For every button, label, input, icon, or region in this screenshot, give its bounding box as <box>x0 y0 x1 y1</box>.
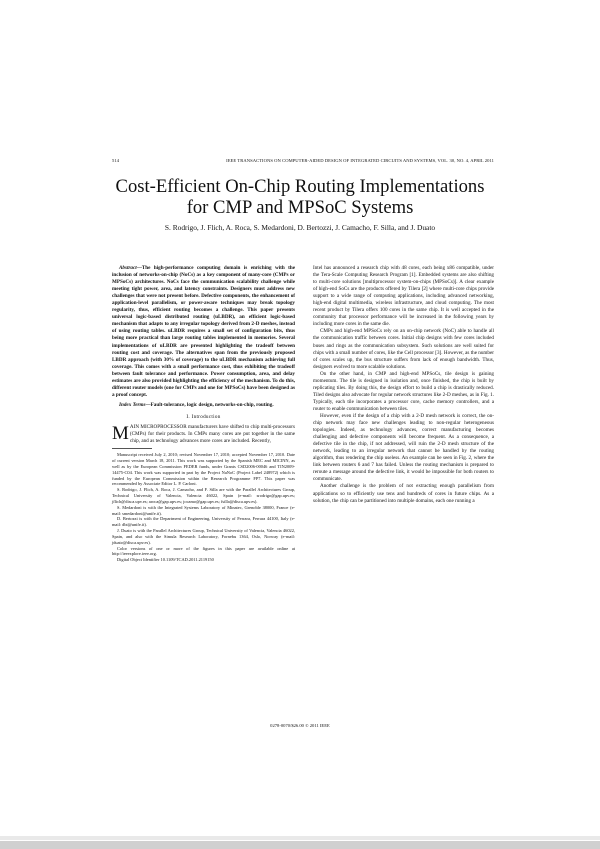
footnotes <box>112 452 295 563</box>
index-terms-text: —Fault-tolerance, logic design, networks-on-chip, routing. <box>145 401 274 408</box>
footnote: J. Duato is with the Parallel Architectures Group, Technical University of Valencia, Valencia 46022, Spain, and also with the Simula Research Laboratory, Fornebu 1364, Oslo, Norway (e-mail: jduato@disca.upv.es). <box>112 528 295 545</box>
body-paragraph: CMPs and high-end MPSoCs rely on an on-chip network (NoC) able to handle all the communication traffic between cores. Initial chip designs with few cores included buses and rings as the communication subsystem. Such solutions are well suited for chips with a small number of cores, like the Cell processor [3]. However, as the number of cores scales up, the bus structure suffers from lack of enough bandwidth. Thus, designers evolved to more scalable solutions. <box>313 328 494 370</box>
footnote-rule <box>112 448 152 449</box>
abstract-text: —The high-performance computing domain is enriching with the inclusion of networks-on-chip (NoCs) as a key component of many-core (CMPs or MPSoCs) architectures. NoCs face the communication scalability challenge while meeting tight power, area, and latency constraints. Designers must address new challenges that were not present before. Defective components, the enhancement of application-level parallelism, or power-aware techniques may break topology regularity, thus, efficient routing becomes a challenge. This paper presents universal logic-based distributed routing (uLBDR), an efficient logic-based mechanism that adapts to any irregular topology derived from 2-D meshes, instead of using routing tables. uLBDR requires a small set of configuration bits, thus being more practical than large routing tables implemented in memories. Several implementations of uLBDR are presented highlighting the tradeoff between routing cost and coverage. The alternatives span from the previously proposed LBDR approach (with 30% of coverage) to the uLBDR mechanism achieving full coverage. This comes with a small performance cost, thus exhibiting the tradeoff between fault tolerance and performance. Power consumption, area, and delay estimates are also provided highlighting the efficiency of the mechanism. To do this, different router models (one for CMPs and one for MPSoCs) have been designed as a proof concept. <box>112 265 295 398</box>
footnote: S. Medardoni is with the Integrated Systems Laboratory of Minatec, Grenoble 38000, France (e-mail: smedardoni@unife.it). <box>112 504 295 516</box>
scan-edge-dark <box>0 841 600 849</box>
abstract-lead: Abstract <box>119 265 137 271</box>
drop-cap: M <box>112 422 129 444</box>
intro-paragraph <box>112 424 295 445</box>
body-paragraph: Intel has announced a research chip with 48 cores, each being x86 compatible, under the Tera-Scale Computing Research Program [1]. Embedded systems are also shifting to multi-core solutions [multiprocessor system-on-chips (MPSoCs)]. A clear example of high-end SoCs are the products offered by Tilera [2] where multi-core chips provide support to a wide range of computing applications, including advanced networking, high-end digital multimedia, wireless infrastructure, and cloud computing. The most recent product by Tilera offers 100 cores in the same chip. It is well accepted in the community that processor performance will be increased in the following years by including more cores in the same die. <box>313 265 494 328</box>
right-column <box>313 265 494 505</box>
section-heading: I. Introduction <box>186 413 221 420</box>
body-paragraph: On the other hand, in CMP and high-end MPSoCs, tile design is gaining momentum. The tile is designed in isolation and, once finished, the chip is built by replicating tiles. By doing this, the design effort to build a chip is drastically reduced. Tiled designs also advocate for regular network structures like 2-D meshes, as in Fig. 1. Typically, each tile incorporates a processor core, cache memory controllers, and a router to enable communication between tiles. <box>313 370 494 412</box>
title-line-1: Cost-Efficient On-Chip Routing Implementations <box>115 176 485 197</box>
body-paragraph: However, even if the design of a chip with a 2-D mesh network is correct, the on-chip network may face new challenges leading to non-regular heterogeneous topologies. Indeed, as technology advances, correct manufacturing becomes challenging and defective components will become frequent. As a consequence, a defective tile in the chip, if not addressed, will ruin the 2-D mesh structure of the network, leading to an irregular network that cannot be handled by the routing algorithm, thus rendering the chip useless. An example can be seen in Fig. 2, where the link between routers 6 and 7 has failed. Unless the routing mechanism is prepared to reroute a message around the defective link, it would be impossible for both routers to communicate. <box>313 412 494 483</box>
journal-name: IEEE TRANSACTIONS ON COMPUTER-AIDED DESIGN OF INTEGRATED CIRCUITS AND SYSTEMS, VOL. 30, NO. 4, APRIL 2011 <box>226 158 494 163</box>
body-paragraph: Another challenge is the problem of not extracting enough parallelism from applications so to efficiently use tens and hundreds of cores in future chips. As a solution, the chip can be partitioned into multiple domains, each one running a <box>313 483 494 504</box>
footnote: Color versions of one or more of the figures in this paper are available online at http://ieeexplore.ieee.org. <box>112 545 295 557</box>
author-list: S. Rodrigo, J. Flich, A. Roca, S. Medardoni, D. Bertozzi, J. Camacho, F. Silla, and J. Duato <box>164 223 436 232</box>
footnote: Digital Object Identifier 10.1109/TCAD.2011.2119150 <box>117 557 214 563</box>
left-column <box>112 265 295 563</box>
footnote: D. Bertozzi is with the Department of Engineering, University of Ferrara, Ferrara 44100, Italy (e-mail: dbt@unife.it). <box>112 516 295 528</box>
paper-title <box>100 176 500 218</box>
footnote: S. Rodrigo, J. Flich, A. Roca, J. Camacho, and F. Silla are with the Parallel Architectures Group, Technical University of Valencia, Valencia 46022, Spain (e-mail: srodrigo@gap.upv.es; jflich@disca.upv.es; aroca@gap.upv.es; jocamo@gap.upv.es; fsilla@disca.upv.es). <box>112 487 295 504</box>
page-number: 514 <box>112 158 120 163</box>
index-terms <box>112 402 295 409</box>
index-terms-lead: Index Terms <box>119 401 146 408</box>
footnote: Manuscript received July 2, 2010; revised November 17, 2010; accepted November 17, 2010. Date of current version March 18, 2011. This work was supported by the Spanish MEC and MICINN, as well as by the European Commission FEDER funds, under Grants CSD2006-00046 and TIN2009-14475-C04. This work was supported in part by the Project NaNoC (Project Label 248972) which is funded by the European Commission within the Research Programme FP7. This paper was recommended by Associate Editor L. P. Carloni. <box>112 452 295 487</box>
copyright-footer: 0278-0070/$26.00 © 2011 IEEE <box>270 723 330 728</box>
title-line-2: for CMP and MPSoC Systems <box>186 197 414 218</box>
intro-first-word: AIN MICROPROCESSOR <box>129 423 187 430</box>
intro-text: manufacturers have shifted to chip multi-processors (CMPs) for their products. In CMPs many cores are put together in the same chip, and as technology advances more cores are included. Recently, <box>129 423 296 445</box>
scan-edge <box>0 836 600 840</box>
abstract <box>112 265 295 399</box>
